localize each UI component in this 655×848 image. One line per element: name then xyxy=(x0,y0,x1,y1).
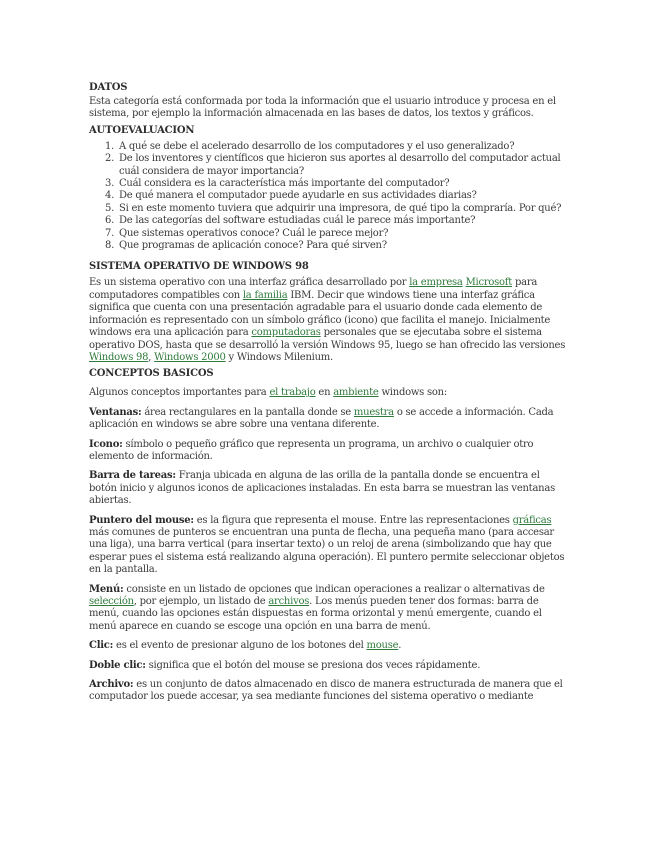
concept-menu xyxy=(89,584,569,634)
link-seleccion[interactable]: selección xyxy=(89,596,134,607)
text-run: Franja ubicada en alguna de las orilla de la pantalla donde se encuentra el botón inicio y algunos iconos de aplicaciones instaladas. En esta barra se muestran las ventanas abiertas. xyxy=(89,470,555,507)
link-el-trabajo[interactable]: el trabajo xyxy=(269,387,316,399)
link-archivos[interactable]: archivos xyxy=(268,596,310,607)
link-microsoft[interactable]: Microsoft xyxy=(465,277,513,289)
autoevaluacion-heading: AUTOEVALUACION xyxy=(89,124,195,136)
datos-paragraph: Esta categoría está conformada por toda la información que el usuario introduce y procesa en el sistema, por ejemplo la información almacenada en las bases de datos, los textos y gráficos. xyxy=(89,96,556,120)
text-run: consiste en un listado de opciones que indican operaciones a realizar o alternativas de xyxy=(123,583,545,595)
text-run: para computadores compatibles con xyxy=(89,277,538,301)
link-muestra[interactable]: muestra xyxy=(353,406,394,418)
text-run: es el evento de presionar alguno de los botones del xyxy=(113,640,367,652)
question-item: 1. A qué se debe el acelerado desarrollo de los computadores y el uso generalizado? xyxy=(117,141,569,153)
term-menu: Menú: xyxy=(89,583,124,595)
link-windows-2000[interactable]: Windows 2000 xyxy=(154,351,226,363)
text-run: símbolo o pequeño gráfico que representa un programa, un archivo o cualquier otro elemento de información. xyxy=(89,438,534,462)
term-clic: Clic: xyxy=(89,640,114,652)
text-run: Es un sistema operativo con una interfaz gráfica desarrollado por xyxy=(89,277,410,289)
conceptos-heading: CONCEPTOS BASICOS xyxy=(89,368,214,380)
text-run: es un conjunto de datos almacenado en disco de manera estructurada de manera que el computador los puede accesar, ya sea mediante funciones del sistema operativo o mediante xyxy=(89,679,563,703)
term-puntero: Puntero del mouse: xyxy=(89,514,194,526)
document-content xyxy=(89,82,569,704)
text-run: . Los menús pueden tener dos formas: barra de menú, cuando las opciones están dispuestas en forma orizontal y menú emergente, cuando el menú aparece en cuando se escoge una opción en una barra de menú. xyxy=(89,596,542,632)
link-graficas[interactable]: gráficas xyxy=(512,514,552,526)
term-doble-clic: Doble clic: xyxy=(89,659,146,671)
link-ambiente[interactable]: ambiente xyxy=(333,387,379,399)
text-run: es la figura que representa el mouse. Entre las representaciones xyxy=(193,514,513,526)
term-barra-de-tareas: Barra de tareas: xyxy=(89,470,176,482)
text-run: Algunos conceptos importantes para xyxy=(89,387,270,399)
text-run: más comunes de punteros se encuentran una punta de flecha, una pequeña mano (para accesar una liga), una barra vertical (para insertar texto) o un reloj de arena (simbolizando que hay que esperar pues el sistema está realizando alguna operación). El puntero permite seleccionar objetos en la pantalla. xyxy=(89,526,565,576)
link-computadoras[interactable]: computadoras xyxy=(251,327,321,339)
text-run: windows son: xyxy=(378,387,447,399)
text-run: . xyxy=(398,640,402,652)
concept-ventanas xyxy=(89,407,569,432)
concept-clic xyxy=(89,640,569,652)
question-item: 5. Si en este momento tuviera que adquirir una impresora, de qué tipo la compraría. Por qué? xyxy=(117,203,569,215)
question-item: 8. Que programas de aplicación conoce? Para qué sirven? xyxy=(117,240,569,252)
conceptos-intro xyxy=(89,387,569,399)
link-windows-98[interactable]: Windows 98 xyxy=(89,351,149,363)
term-archivo: Archivo: xyxy=(89,679,134,691)
datos-heading: DATOS xyxy=(89,82,128,93)
question-item: 2. De los inventores y científicos que hicieron sus aportes al desarrollo del computador actual cuál considera de mayor importancia? xyxy=(117,153,569,178)
text-run: , xyxy=(148,351,155,363)
concept-barra-de-tareas xyxy=(89,470,569,507)
text-run: , por ejemplo, un listado de xyxy=(133,596,269,607)
text-run: en xyxy=(315,387,334,399)
link-mouse[interactable]: mouse xyxy=(366,640,399,652)
windows98-paragraph xyxy=(89,277,569,364)
text-run: personales que se ejecutaba sobre el sistema operativo DOS, hasta que se desarrolló la versión Windows 95, luego se han ofrecido las versiones xyxy=(89,327,566,351)
text-run: y Windows Milenium. xyxy=(225,351,333,363)
question-item: 3. Cuál considera es la característica más importante del computador? xyxy=(117,178,569,190)
concept-icono xyxy=(89,439,569,464)
question-item: 6. De las categorías del software estudiadas cuál le parece más importante? xyxy=(117,215,569,227)
text-run: área rectangulares en la pantalla donde se xyxy=(141,406,354,418)
link-la-familia[interactable]: la familia xyxy=(242,289,288,301)
windows98-heading: SISTEMA OPERATIVO DE WINDOWS 98 xyxy=(89,261,309,273)
text-run: o se accede a información. Cada aplicación en windows se abre sobre una ventana diferente. xyxy=(89,406,554,431)
question-item: 7. Que sistemas operativos conoce? Cuál le parece mejor? xyxy=(117,228,569,240)
concept-puntero xyxy=(89,515,569,577)
text-run: significa que el botón del mouse se presiona dos veces rápidamente. xyxy=(145,659,481,671)
text-run: IBM. Decir que windows tiene una interfaz gráfica significa que cuenta con una presentación agradable para el usuario donde cada elemento de información es representado con un símbolo gráfico (icono) que facilita el manejo. Inicialmente windows era una aplicación para xyxy=(89,289,551,339)
term-icono: Icono: xyxy=(89,438,123,450)
concept-archivo xyxy=(89,679,569,704)
link-la-empresa[interactable]: la empresa xyxy=(409,277,463,289)
term-ventanas: Ventanas: xyxy=(89,406,142,418)
question-item: 4. De qué manera el computador puede ayudarle en sus actividades diarias? xyxy=(117,190,569,202)
questions-list xyxy=(89,141,569,253)
concept-doble-clic xyxy=(89,660,569,672)
